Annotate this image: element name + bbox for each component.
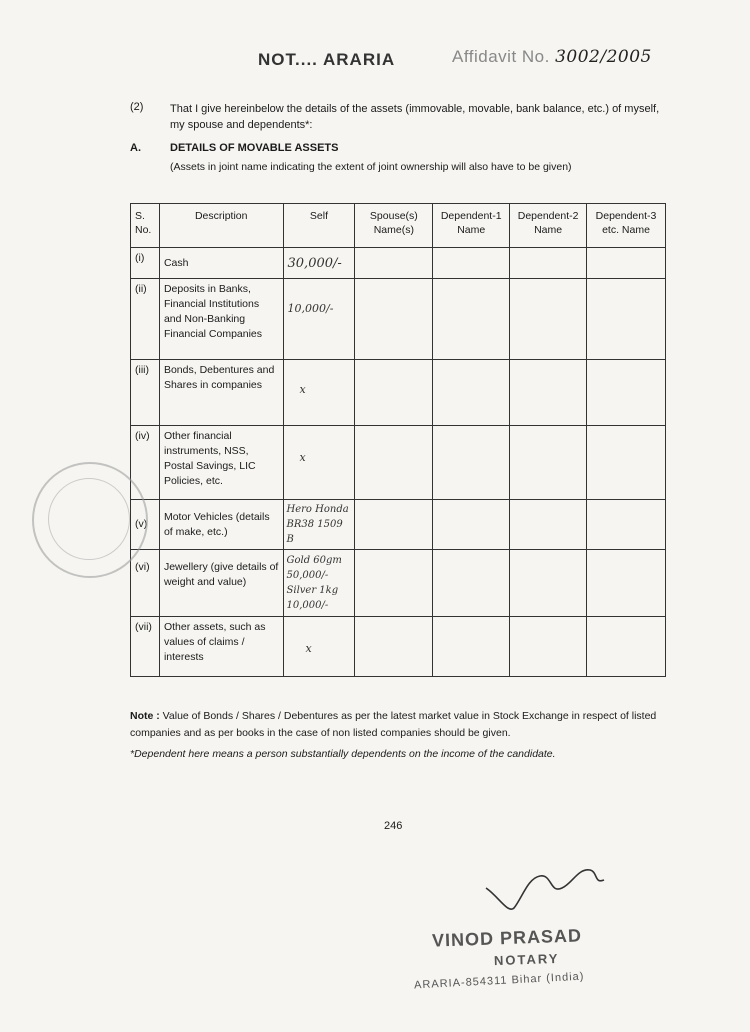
handwritten-signature — [480, 858, 610, 918]
table-row — [131, 279, 666, 360]
notary-stamp-header: NOT.... ARARIA — [258, 50, 396, 69]
movable-assets-table — [130, 203, 666, 677]
row-dependent-3-value — [587, 248, 666, 279]
row-sno: (v) — [131, 500, 160, 550]
affidavit-number-label — [452, 47, 652, 67]
row-sno: (vii) — [131, 617, 160, 677]
paragraph-text: That I give hereinbelow the details of the assets (immovable, movable, bank balance, etc.) of myself, my spouse and dependents*: — [170, 103, 660, 131]
affidavit-label: Affidavit No. — [452, 47, 550, 66]
row-description: Deposits in Banks, Financial Institutions and Non-Banking Financial Companies — [159, 279, 283, 360]
affidavit-number: 3002/2005 — [555, 47, 652, 67]
row-dependent-3-value — [587, 617, 666, 677]
row-dependent-3-value — [587, 279, 666, 360]
row-description: Jewellery (give details of weight and value) — [159, 550, 283, 617]
table-row — [131, 500, 666, 550]
row-dependent-2-value — [510, 360, 587, 426]
header-dependent-3: Dependent-3 etc. Name — [587, 204, 666, 248]
table-row — [131, 426, 666, 500]
signatory-address: ARARIA-854311 Bihar (India) — [413, 970, 585, 992]
row-description: Motor Vehicles (details of make, etc.) — [159, 500, 283, 550]
table-row — [131, 360, 666, 426]
row-dependent-3-value — [587, 426, 666, 500]
row-dependent-2-value — [510, 279, 587, 360]
row-spouse-value — [355, 500, 433, 550]
row-description: Bonds, Debentures and Shares in companies — [159, 360, 283, 426]
row-dependent-2-value — [510, 248, 587, 279]
row-self-value: x — [283, 617, 355, 677]
row-dependent-2-value — [510, 500, 587, 550]
row-spouse-value — [355, 550, 433, 617]
note-text: Value of Bonds / Shares / Debentures as per the latest market value in Stock Exchange in respect of listed companies and as per books in the case of non listed companies should be given. — [130, 710, 657, 739]
notary-seal-inner-ring — [48, 478, 130, 560]
row-self-value: 10,000/- — [283, 279, 355, 360]
row-dependent-1-value — [433, 248, 510, 279]
row-dependent-2-value — [510, 426, 587, 500]
header-dependent-2: Dependent-2 Name — [510, 204, 587, 248]
section-subtitle: (Assets in joint name indicating the extent of joint ownership will also have to be given) — [170, 161, 572, 173]
note-label: Note : — [130, 710, 160, 722]
signatory-name: VINOD PRASAD — [431, 925, 583, 951]
page-number: 246 — [384, 820, 403, 832]
row-description: Other assets, such as values of claims / interests — [159, 617, 283, 677]
section-title: DETAILS OF MOVABLE ASSETS — [170, 142, 339, 154]
notary-seal — [32, 462, 148, 578]
row-description: Cash — [159, 248, 283, 279]
header-self: Self — [283, 204, 355, 248]
row-sno: (vi) — [131, 550, 160, 617]
row-dependent-1-value — [433, 279, 510, 360]
row-sno: (iii) — [131, 360, 160, 426]
row-spouse-value — [355, 426, 433, 500]
row-sno: (ii) — [131, 279, 160, 360]
row-spouse-value — [355, 360, 433, 426]
note-block — [130, 708, 670, 742]
row-dependent-1-value — [433, 426, 510, 500]
row-self-value: x — [283, 360, 355, 426]
row-dependent-3-value — [587, 500, 666, 550]
paragraph-number: (2) — [130, 101, 144, 113]
row-self-value: Gold 60gm 50,000/- Silver 1kg 10,000/- — [283, 550, 355, 617]
row-dependent-3-value — [587, 360, 666, 426]
row-dependent-1-value — [433, 360, 510, 426]
header-dependent-1: Dependent-1 Name — [433, 204, 510, 248]
row-description: Other financial instruments, NSS, Postal Savings, LIC Policies, etc. — [159, 426, 283, 500]
table-row — [131, 550, 666, 617]
header-sno: S. No. — [131, 204, 160, 248]
table-row — [131, 617, 666, 677]
row-self-value: x — [283, 426, 355, 500]
header-spouse: Spouse(s) Name(s) — [355, 204, 433, 248]
row-spouse-value — [355, 248, 433, 279]
row-dependent-2-value — [510, 617, 587, 677]
row-spouse-value — [355, 617, 433, 677]
row-self-value: 30,000/- — [283, 248, 355, 279]
row-sno: (iv) — [131, 426, 160, 500]
signatory-title: NOTARY — [493, 950, 560, 969]
row-self-value: Hero Honda BR38 1509 B — [283, 500, 355, 550]
row-dependent-1-value — [433, 617, 510, 677]
row-dependent-1-value — [433, 500, 510, 550]
table-row — [131, 248, 666, 279]
dependent-definition: *Dependent here means a person substantially dependents on the income of the candidate. — [130, 748, 556, 760]
section-letter: A. — [130, 142, 141, 154]
header-description: Description — [159, 204, 283, 248]
row-dependent-2-value — [510, 550, 587, 617]
row-dependent-3-value — [587, 550, 666, 617]
row-sno: (i) — [131, 248, 160, 279]
row-spouse-value — [355, 279, 433, 360]
table-header-row — [131, 204, 666, 248]
row-dependent-1-value — [433, 550, 510, 617]
